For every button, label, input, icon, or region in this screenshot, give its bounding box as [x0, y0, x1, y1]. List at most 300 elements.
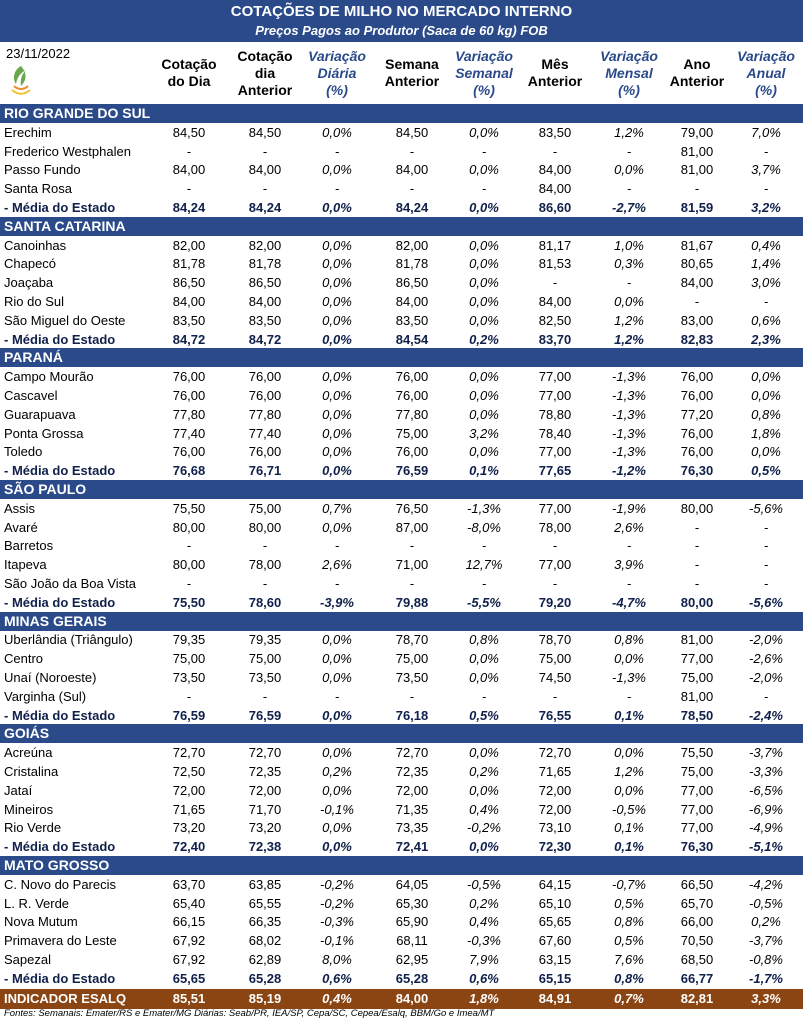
- cell-col-0: 80,00: [172, 519, 206, 535]
- cell-col-4: 0,0%: [469, 275, 499, 291]
- cell-col-3: 86,50: [395, 275, 429, 291]
- cell-col-8: -2,0%: [749, 632, 783, 648]
- column-header-8: Variação Anual (%): [737, 47, 795, 98]
- cell-col-2: -0,1%: [320, 933, 354, 949]
- indicator-cell-1: 85,19: [248, 990, 282, 1006]
- cell-col-8: 0,0%: [751, 369, 781, 385]
- cell-col-1: 84,00: [248, 294, 282, 309]
- cell-col-2: 0,0%: [322, 294, 352, 309]
- esalq-indicator-row: [0, 989, 803, 1009]
- cell-col-6: 0,1%: [614, 820, 644, 836]
- table-row: [0, 555, 803, 574]
- cell-col-5: -: [552, 143, 558, 159]
- location-name: - Média do Estado: [4, 839, 116, 855]
- cell-col-5: 73,10: [538, 820, 572, 836]
- cell-col-0: 84,50: [172, 124, 206, 140]
- cell-col-1: 79,35: [248, 632, 282, 648]
- location-name: São Miguel do Oeste: [4, 312, 126, 328]
- cell-col-7: 76,00: [680, 444, 714, 460]
- cell-col-8: -0,5%: [749, 895, 783, 911]
- cell-col-8: 1,8%: [751, 425, 781, 441]
- cell-col-7: 79,00: [680, 124, 714, 140]
- indicator-cell-3: 84,00: [395, 990, 429, 1006]
- cell-col-4: 0,5%: [469, 707, 499, 723]
- cell-col-5: 77,00: [538, 500, 572, 516]
- column-header-0: Cotação do Dia: [161, 56, 217, 89]
- cell-col-0: 84,00: [172, 162, 206, 178]
- cell-col-4: 0,0%: [469, 294, 499, 309]
- cell-col-4: -0,5%: [467, 876, 501, 892]
- table-row: [0, 424, 803, 443]
- cell-col-4: -: [481, 538, 487, 554]
- table-row: [0, 311, 803, 330]
- cell-col-2: 0,0%: [322, 839, 352, 855]
- cell-col-2: -: [334, 181, 340, 197]
- section-title: RIO GRANDE DO SUL: [4, 105, 151, 121]
- cell-col-1: -: [262, 181, 268, 197]
- cell-col-8: -3,7%: [749, 933, 783, 949]
- cell-col-1: 81,78: [248, 256, 282, 272]
- cell-col-5: 86,60: [538, 200, 572, 215]
- cell-col-4: -8,0%: [467, 519, 501, 535]
- cell-col-1: 83,50: [248, 312, 282, 328]
- section-header: [0, 217, 803, 236]
- cell-col-0: 79,35: [172, 632, 206, 648]
- cell-col-4: -1,3%: [467, 500, 501, 516]
- location-name: Itapeva: [4, 557, 47, 573]
- column-header-5: Mês Anterior: [527, 56, 583, 89]
- cell-col-8: -6,5%: [749, 782, 783, 798]
- cell-col-3: 79,88: [395, 594, 429, 610]
- cell-col-3: -: [409, 181, 415, 197]
- state-average-row: [0, 593, 803, 612]
- cell-col-4: 0,0%: [469, 369, 499, 385]
- cell-col-6: -0,7%: [612, 876, 646, 892]
- cell-col-5: 82,50: [538, 312, 572, 328]
- cell-col-3: 76,59: [395, 463, 429, 479]
- cell-col-2: -3,9%: [320, 594, 354, 610]
- cell-col-6: 1,2%: [614, 331, 644, 347]
- cell-col-5: 84,00: [538, 294, 572, 309]
- cell-col-6: -1,3%: [612, 388, 646, 403]
- cell-col-6: 0,0%: [614, 745, 644, 761]
- indicator-cell-8: 3,3%: [751, 990, 781, 1006]
- cell-col-1: 77,80: [248, 406, 282, 422]
- cell-col-4: 0,0%: [469, 388, 499, 403]
- cell-col-8: -3,3%: [749, 764, 783, 779]
- cell-col-3: -: [409, 538, 415, 554]
- cell-col-1: 73,50: [248, 670, 282, 685]
- table-row: [0, 800, 803, 819]
- location-name: Santa Rosa: [4, 181, 72, 197]
- cell-col-3: 65,30: [395, 895, 429, 911]
- cell-col-4: 12,7%: [465, 557, 503, 573]
- cell-col-2: 0,0%: [322, 275, 352, 291]
- cell-col-6: 0,0%: [614, 294, 644, 309]
- cell-col-2: -: [334, 576, 340, 591]
- cell-col-4: -: [481, 143, 487, 159]
- cell-col-1: 68,02: [248, 933, 282, 949]
- cell-col-2: 0,0%: [322, 331, 352, 347]
- cell-col-4: 0,0%: [469, 237, 499, 253]
- cell-col-2: 0,0%: [322, 745, 352, 761]
- cell-col-3: 65,90: [395, 914, 429, 930]
- section-header: [0, 480, 803, 499]
- cell-col-7: 81,00: [680, 632, 714, 648]
- cell-col-2: 0,0%: [322, 444, 352, 460]
- cell-col-3: 82,00: [395, 237, 429, 253]
- location-name: Primavera do Leste: [4, 933, 117, 949]
- cell-col-6: -1,9%: [612, 500, 646, 516]
- sheet-title: COTAÇÕES DE MILHO NO MERCADO INTERNO: [230, 3, 573, 20]
- location-name: Centro: [4, 651, 44, 667]
- location-name: Nova Mutum: [4, 914, 78, 930]
- location-name: Joaçaba: [4, 275, 54, 291]
- cell-col-3: 62,95: [395, 952, 429, 967]
- cell-col-8: 3,2%: [751, 200, 781, 215]
- cell-col-1: -: [262, 143, 268, 159]
- cell-col-8: -6,9%: [749, 801, 783, 817]
- cell-col-7: 77,20: [680, 406, 714, 422]
- cell-col-8: 7,0%: [751, 124, 781, 140]
- cell-col-0: -: [186, 143, 192, 159]
- table-row: [0, 518, 803, 537]
- cell-col-1: 76,59: [248, 707, 282, 723]
- cell-col-2: 0,0%: [322, 256, 352, 272]
- cell-col-5: 84,00: [538, 181, 572, 197]
- cell-col-7: -: [694, 181, 700, 197]
- location-name: - Média do Estado: [4, 200, 116, 215]
- cell-col-7: 83,00: [680, 312, 714, 328]
- location-name: São João da Boa Vista: [4, 576, 137, 591]
- cell-col-7: 76,00: [680, 425, 714, 441]
- column-header-3: Semana Anterior: [384, 56, 440, 89]
- cell-col-0: 76,00: [172, 369, 206, 385]
- cell-col-4: 0,0%: [469, 200, 499, 215]
- cell-col-1: 65,28: [248, 970, 282, 986]
- cell-col-6: -2,7%: [612, 200, 646, 215]
- cell-col-3: 72,35: [395, 764, 429, 779]
- cell-col-7: 81,00: [680, 162, 714, 178]
- cell-col-0: 76,00: [172, 444, 206, 460]
- cell-col-5: 65,15: [538, 970, 572, 986]
- column-header-7: Ano Anterior: [669, 56, 725, 89]
- location-name: - Média do Estado: [4, 970, 116, 986]
- cell-col-7: 66,00: [680, 914, 714, 930]
- location-name: Sapezal: [4, 952, 51, 967]
- cell-col-7: 66,77: [680, 970, 714, 986]
- cell-col-5: 78,70: [538, 632, 572, 648]
- state-average-row: [0, 706, 803, 725]
- cell-col-0: 73,20: [172, 820, 206, 836]
- cell-col-6: -1,3%: [612, 369, 646, 385]
- cell-col-5: 77,00: [538, 388, 572, 403]
- location-name: Guarapuava: [4, 406, 76, 422]
- cell-col-3: 76,50: [395, 500, 429, 516]
- cell-col-6: -: [626, 143, 632, 159]
- cell-col-1: 72,35: [248, 764, 282, 779]
- state-average-row: [0, 461, 803, 480]
- cell-col-6: 0,5%: [614, 933, 644, 949]
- cell-col-3: -: [409, 143, 415, 159]
- cell-col-4: 0,8%: [469, 632, 499, 648]
- cell-col-3: 81,78: [395, 256, 429, 272]
- cell-col-3: 84,24: [395, 200, 429, 215]
- cell-col-1: 76,00: [248, 369, 282, 385]
- location-name: Canoinhas: [4, 237, 67, 253]
- location-name: Assis: [4, 500, 36, 516]
- cell-col-8: -: [763, 294, 769, 309]
- cell-col-2: 0,0%: [322, 707, 352, 723]
- cell-col-6: 0,8%: [614, 632, 644, 648]
- location-name: Cristalina: [4, 764, 59, 779]
- cell-col-4: -0,3%: [467, 933, 501, 949]
- cell-col-3: 76,00: [395, 444, 429, 460]
- table-row: [0, 762, 803, 781]
- cell-col-7: 81,00: [680, 688, 714, 704]
- cell-col-4: -: [481, 181, 487, 197]
- state-average-row: [0, 198, 803, 217]
- cell-col-2: -0,2%: [320, 895, 354, 911]
- cell-col-7: 76,00: [680, 369, 714, 385]
- cell-col-2: 0,0%: [322, 425, 352, 441]
- cell-col-5: 84,00: [538, 162, 572, 178]
- cell-col-7: 76,30: [680, 839, 714, 855]
- cell-col-6: 1,2%: [614, 124, 644, 140]
- cell-col-4: -: [481, 576, 487, 591]
- cell-col-4: 0,2%: [469, 331, 499, 347]
- cell-col-0: 72,00: [172, 782, 206, 798]
- table-row: [0, 649, 803, 668]
- location-name: Chapecó: [4, 256, 57, 272]
- location-name: - Média do Estado: [4, 594, 116, 610]
- cell-col-6: 1,2%: [614, 312, 644, 328]
- cell-col-6: -4,7%: [612, 594, 646, 610]
- cell-col-7: 70,50: [680, 933, 714, 949]
- cell-col-5: 81,53: [538, 256, 572, 272]
- cell-col-7: 81,59: [680, 200, 714, 215]
- cell-col-8: 0,0%: [751, 444, 781, 460]
- cell-col-5: 72,00: [538, 782, 572, 798]
- cell-col-0: 77,40: [172, 425, 206, 441]
- cell-col-1: -: [262, 688, 268, 704]
- cell-col-0: 65,40: [172, 895, 206, 911]
- cell-col-6: 0,1%: [614, 707, 644, 723]
- cell-col-1: 84,24: [248, 200, 282, 215]
- cell-col-0: 71,65: [172, 801, 206, 817]
- cell-col-1: 75,00: [248, 500, 282, 516]
- cell-col-7: 75,00: [680, 670, 714, 685]
- cell-col-5: -: [552, 538, 558, 554]
- table-row: [0, 236, 803, 255]
- cell-col-8: -3,7%: [749, 745, 783, 761]
- cell-col-3: 75,00: [395, 651, 429, 667]
- cell-col-5: 77,00: [538, 444, 572, 460]
- cell-col-1: 86,50: [248, 275, 282, 291]
- cell-col-5: -: [552, 576, 558, 591]
- column-header-2: Variação Diária (%): [308, 47, 366, 98]
- cell-col-7: 84,00: [680, 275, 714, 291]
- cell-col-0: -: [186, 576, 192, 591]
- cell-col-1: 76,71: [248, 463, 282, 479]
- location-name: Toledo: [4, 444, 43, 460]
- section-title: PARANÁ: [4, 349, 63, 366]
- cell-col-7: -: [694, 557, 700, 573]
- cell-col-3: 73,35: [395, 820, 429, 836]
- cell-col-5: 75,00: [538, 651, 572, 667]
- location-name: Rio Verde: [4, 820, 62, 836]
- cell-col-4: 0,0%: [469, 651, 499, 667]
- cell-col-7: 78,50: [680, 707, 714, 723]
- cell-col-1: -: [262, 576, 268, 591]
- cell-col-3: 84,54: [395, 331, 429, 347]
- cell-col-1: 63,85: [248, 876, 282, 892]
- indicator-label: INDICADOR ESALQ: [4, 990, 127, 1006]
- cell-col-6: -: [626, 688, 632, 704]
- table-row: [0, 123, 803, 142]
- cell-col-4: 7,9%: [469, 952, 499, 967]
- cell-col-2: 0,0%: [322, 519, 352, 535]
- cell-col-6: 0,3%: [614, 256, 644, 272]
- cell-col-5: 81,17: [538, 237, 572, 253]
- cell-col-5: 72,30: [538, 839, 572, 855]
- indicator-cell-7: 82,81: [680, 990, 714, 1006]
- indicator-cell-4: 1,8%: [469, 990, 499, 1006]
- cell-col-4: 0,0%: [469, 670, 499, 685]
- cell-col-5: 67,60: [538, 933, 572, 949]
- cell-col-1: 77,40: [248, 425, 282, 441]
- cell-col-4: 0,2%: [469, 895, 499, 911]
- sources-footer: Fontes: Semanais: Emater/RS e Emater/MG Diárias: Seab/PR, IEA/SP, Cepa/SC, Cepea/Esalq, BBM/Go e Imea/MT: [4, 1008, 495, 1019]
- cell-col-6: 1,0%: [614, 237, 644, 253]
- cell-col-7: 77,00: [680, 651, 714, 667]
- cell-col-6: -1,2%: [612, 463, 646, 479]
- cell-col-2: 0,0%: [322, 463, 352, 479]
- cell-col-6: -0,5%: [612, 801, 646, 817]
- cell-col-6: 3,9%: [614, 557, 644, 573]
- indicator-cell-0: 85,51: [172, 990, 206, 1006]
- table-row: [0, 818, 803, 837]
- cell-col-0: 84,24: [172, 200, 206, 215]
- location-name: Passo Fundo: [4, 162, 81, 178]
- cell-col-5: 77,65: [538, 463, 572, 479]
- state-average-row: [0, 837, 803, 856]
- cell-col-0: 82,00: [172, 237, 206, 253]
- location-name: Avaré: [4, 519, 38, 535]
- location-name: Jataí: [4, 782, 33, 798]
- cell-col-8: -: [763, 557, 769, 573]
- table-row: [0, 142, 803, 161]
- cell-col-2: 0,0%: [322, 820, 352, 836]
- cell-col-2: 0,0%: [322, 237, 352, 253]
- cell-col-6: 1,2%: [614, 764, 644, 779]
- cell-col-1: 82,00: [248, 237, 282, 253]
- section-header: [0, 856, 803, 875]
- aprosoja-logo-icon: [6, 64, 36, 100]
- cell-col-8: -: [763, 538, 769, 554]
- cell-col-3: 73,50: [395, 670, 429, 685]
- location-name: Campo Mourão: [4, 369, 94, 385]
- cell-col-1: -: [262, 538, 268, 554]
- location-name: Erechim: [4, 124, 52, 140]
- cell-col-6: -: [626, 181, 632, 197]
- cell-col-7: 80,65: [680, 256, 714, 272]
- cell-col-3: 64,05: [395, 876, 429, 892]
- cell-col-4: 0,2%: [469, 764, 499, 779]
- cell-col-6: 0,0%: [614, 782, 644, 798]
- cell-col-1: 76,00: [248, 388, 282, 403]
- cell-col-1: 84,00: [248, 162, 282, 178]
- cell-col-6: 0,8%: [614, 970, 644, 986]
- cell-col-0: 66,15: [172, 914, 206, 930]
- cell-col-2: 0,0%: [322, 406, 352, 422]
- cell-col-8: -: [763, 688, 769, 704]
- cell-col-6: 2,6%: [614, 519, 644, 535]
- cell-col-5: 78,40: [538, 425, 572, 441]
- cell-col-7: -: [694, 538, 700, 554]
- cell-col-4: 0,4%: [469, 801, 499, 817]
- table-row: [0, 687, 803, 706]
- cell-col-1: 80,00: [248, 519, 282, 535]
- cell-col-8: -5,6%: [749, 500, 783, 516]
- cell-col-8: 0,6%: [751, 312, 781, 328]
- cell-col-8: 3,7%: [751, 162, 781, 178]
- cell-col-8: -2,4%: [749, 707, 783, 723]
- cell-col-8: 0,5%: [751, 463, 781, 479]
- cell-col-5: -: [552, 275, 558, 291]
- table-row: [0, 668, 803, 687]
- section-title: SANTA CATARINA: [4, 217, 126, 234]
- location-name: C. Novo do Parecis: [4, 876, 116, 892]
- title-bar: [0, 0, 803, 42]
- cell-col-0: 75,00: [172, 651, 206, 667]
- cell-col-0: 75,50: [172, 500, 206, 516]
- cell-col-1: 73,20: [248, 820, 282, 836]
- cell-col-1: 71,70: [248, 801, 282, 817]
- table-row: [0, 499, 803, 518]
- cell-col-6: -1,3%: [612, 425, 646, 441]
- state-average-row: [0, 969, 803, 988]
- cell-col-1: 72,00: [248, 782, 282, 798]
- cell-col-1: 72,38: [248, 839, 282, 855]
- cell-col-2: 0,0%: [322, 369, 352, 385]
- cell-col-8: -: [763, 181, 769, 197]
- cell-col-7: -: [694, 294, 700, 309]
- table-row: [0, 405, 803, 424]
- cell-col-0: 80,00: [172, 557, 206, 573]
- cell-col-2: 0,0%: [322, 670, 352, 685]
- cell-col-7: 82,83: [680, 331, 714, 347]
- table-row: [0, 536, 803, 555]
- cell-col-3: 84,50: [395, 124, 429, 140]
- cell-col-0: 81,78: [172, 256, 206, 272]
- cell-col-7: 66,50: [680, 876, 714, 892]
- cell-col-8: -1,7%: [749, 970, 783, 986]
- location-name: Unaí (Noroeste): [4, 670, 97, 685]
- cell-col-4: 0,0%: [469, 839, 499, 855]
- cell-col-2: 0,0%: [322, 651, 352, 667]
- cell-col-3: 76,18: [395, 707, 429, 723]
- section-title: SÃO PAULO: [4, 481, 87, 497]
- cell-col-0: 84,00: [172, 294, 206, 309]
- cell-col-2: 0,0%: [322, 200, 352, 215]
- cell-col-0: 67,92: [172, 952, 206, 967]
- cell-col-7: 68,50: [680, 952, 714, 967]
- column-header-area: [0, 42, 803, 104]
- cell-col-2: 0,0%: [322, 162, 352, 178]
- cell-col-5: 78,00: [538, 519, 572, 535]
- cell-col-2: 0,0%: [322, 632, 352, 648]
